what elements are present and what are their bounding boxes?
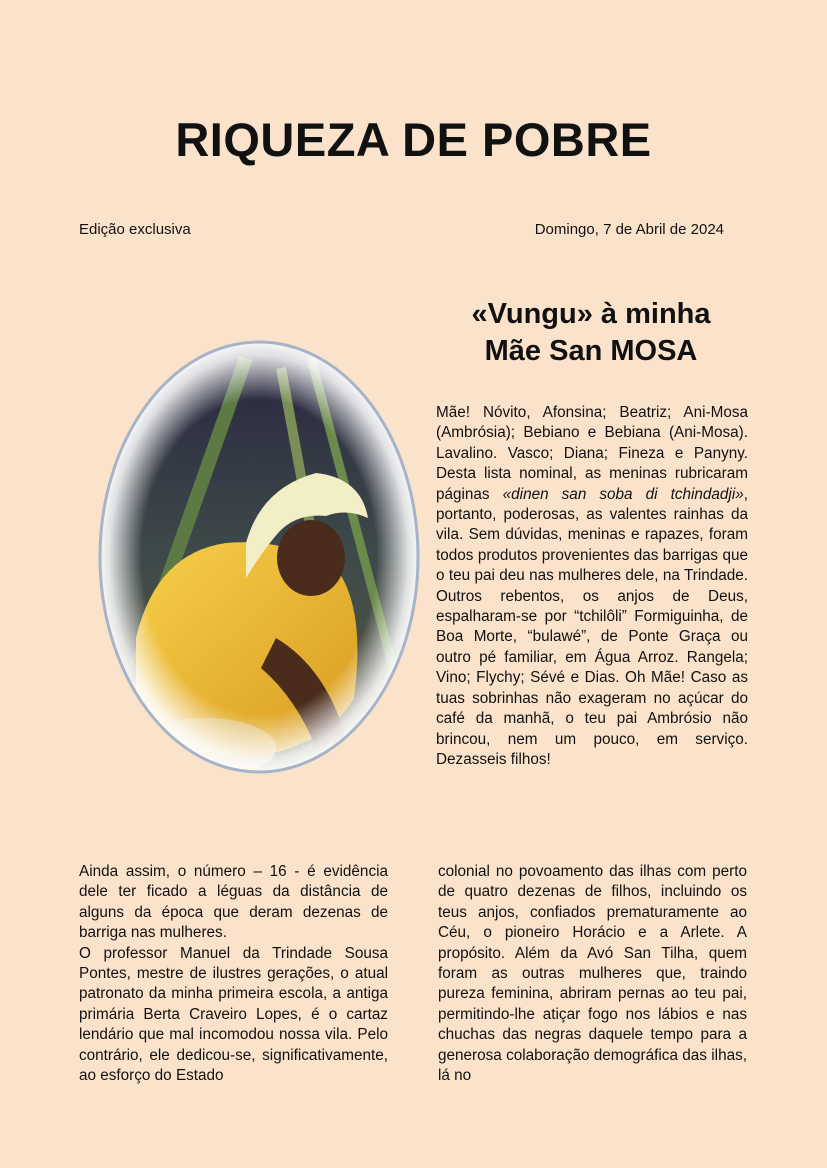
body-column-left: [79, 862, 388, 1086]
intro-italic-quote: «dinen san soba di tchindadji»: [502, 485, 744, 503]
edition-label: Edição exclusiva: [79, 221, 191, 238]
intro-text-part-1: Mãe! Nóvito, Afonsina; Beatriz; Ani-Mosa (Ambrósia); Bebiano e Bebiana (Ani-Mosa). Lavalino. Vasco; Diana; Fineza e Panyny. Desta lista nominal, as meninas rubricaram páginas: [436, 404, 748, 503]
article-intro: [436, 403, 748, 770]
portrait-photo: [96, 338, 422, 776]
publication-date: Domingo, 7 de Abril de 2024: [534, 221, 724, 238]
body-column-right: [438, 862, 747, 1086]
article-headline: [430, 296, 752, 370]
body-paragraph: O professor Manuel da Trindade Sousa Pontes, mestre de ilustres gerações, o atual patronato da minha primeira escola, a antiga primária Berta Craveiro Lopes, é o cartaz lendário que mal incomodou nossa vila. Pelo contrário, ele dedicou-se, significativamente, ao esforço do Estado: [79, 944, 388, 1085]
masthead-title: RIQUEZA DE POBRE: [175, 113, 652, 166]
headline-line-2: Mãe San MOSA: [484, 335, 698, 367]
intro-text-part-2: , portanto, poderosas, as valentes rainhas da vila. Sem dúvidas, meninas e rapazes, foram todos produtos provenientes das barrigas que o teu pai deu nas mulheres dele, na Trindade. Outros rebentos, os anjos de Deus, espalharam-se por “tchilôli” Formiguinha, de Boa Morte, “bulawé”, de Ponte Graça ou outro pé familiar, em Água Arroz. Rangela; Vino; Flychy; Sévé e Dias. Oh Mãe! Caso as tuas sobrinhas não exageram no açúcar do café da manhã, o teu pai Ambrósio não brincou, nem um pouco, em serviço. Dezasseis filhos!: [436, 485, 748, 768]
body-paragraph: colonial no povoamento das ilhas com perto de quatro dezenas de filhos, incluindo os teus anjos, confiados prematuramente ao Céu, o pioneiro Horácio e a Arlete. A propósito. Além da Avó San Tilha, quem foram as outras mulheres que, traindo pureza feminina, abriram pernas ao teu pai, permitindo-lhe atiçar fogo nos lábios e nas chuchas das negras daquele tempo para a generosa colaboração demográfica das ilhas, lá no: [438, 863, 747, 1085]
headline-line-1: «Vungu» à minha: [471, 298, 711, 330]
body-paragraph: Ainda assim, o número – 16 - é evidência dele ter ficado a léguas da distância de alguns da época que deram dezenas de barriga nas mulheres.: [79, 863, 388, 942]
